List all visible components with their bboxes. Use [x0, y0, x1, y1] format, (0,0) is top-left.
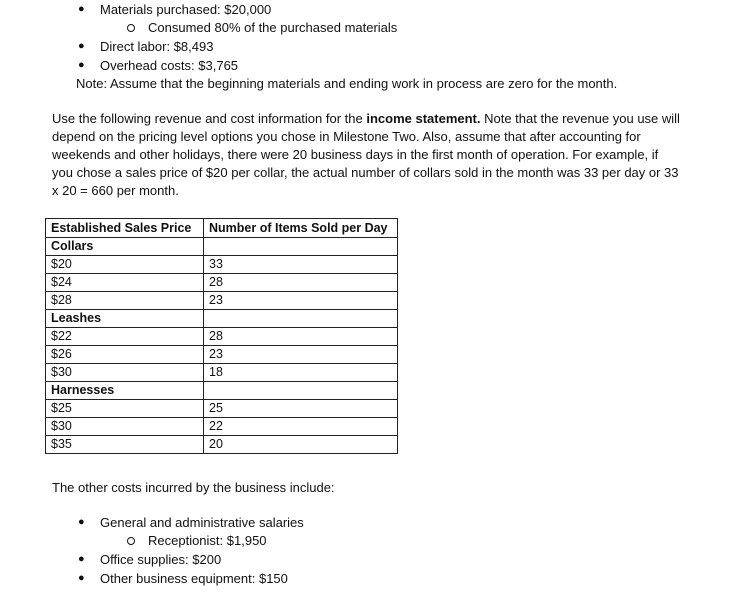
- income-statement-paragraph: [52, 110, 682, 200]
- category-row: [46, 382, 398, 400]
- table-row: [46, 418, 398, 436]
- bullet-icon: ●: [78, 40, 85, 52]
- items-cell: 25: [204, 400, 398, 418]
- price-cell: $26: [46, 346, 204, 364]
- category-row: [46, 238, 398, 256]
- note: Note: Assume that the beginning materials and ending work in process are zero for the month.: [76, 76, 618, 91]
- bullet-icon: ●: [78, 572, 85, 584]
- price-cell: $35: [46, 436, 204, 454]
- price-cell: $20: [46, 256, 204, 274]
- header-items-sold: Number of Items Sold per Day: [204, 219, 398, 238]
- para-text-1: Use the following revenue and cost information for the: [52, 111, 367, 126]
- table-row: [46, 346, 398, 364]
- bullet-icon: ●: [78, 3, 85, 15]
- consumed-materials: Consumed 80% of the purchased materials: [148, 20, 398, 35]
- price-cell: $24: [46, 274, 204, 292]
- table-row: [46, 256, 398, 274]
- sales-price-table: [45, 218, 398, 454]
- category-row: [46, 310, 398, 328]
- overhead-costs: Overhead costs: $3,765: [100, 58, 239, 73]
- admin-salaries: General and administrative salaries: [100, 515, 304, 530]
- header-sales-price: Established Sales Price: [46, 219, 204, 238]
- other-costs-intro: The other costs incurred by the business include:: [52, 480, 335, 495]
- items-cell: 20: [204, 436, 398, 454]
- price-cell: $30: [46, 364, 204, 382]
- sub-bullet-icon: [127, 537, 135, 545]
- table-row: [46, 292, 398, 310]
- items-cell: 33: [204, 256, 398, 274]
- direct-labor: Direct labor: $8,493: [100, 39, 214, 54]
- category-leashes: Leashes: [46, 310, 204, 328]
- price-cell: $28: [46, 292, 204, 310]
- table-row: [46, 400, 398, 418]
- bullet-icon: ●: [78, 59, 85, 71]
- table-row: [46, 436, 398, 454]
- table-header-row: [46, 219, 398, 238]
- table-row: [46, 274, 398, 292]
- bullet-icon: ●: [78, 516, 85, 528]
- sub-bullet-icon: [127, 24, 135, 32]
- bullet-icon: ●: [78, 553, 85, 565]
- table-row: [46, 328, 398, 346]
- office-supplies: Office supplies: $200: [100, 552, 222, 567]
- receptionist: Receptionist: $1,950: [148, 533, 267, 548]
- business-equipment: Other business equipment: $150: [100, 571, 288, 586]
- items-cell: 23: [204, 346, 398, 364]
- price-cell: $25: [46, 400, 204, 418]
- category-collars: Collars: [46, 238, 204, 256]
- items-cell: 18: [204, 364, 398, 382]
- para-text-2: Note that the revenue you use will depend on the pricing level options you chose in Milestone Two. Also, assume that after accounting for weekends and other holidays, there were 20 business days in the first month of operation. For example, if you chose a sales price of $20 per collar, the actual number of collars sold in the month was 33 per day or 33 x 20 = 660 per month.: [52, 111, 680, 198]
- category-harnesses: Harnesses: [46, 382, 204, 400]
- price-cell: $30: [46, 418, 204, 436]
- items-cell: 28: [204, 274, 398, 292]
- items-cell: 23: [204, 292, 398, 310]
- price-cell: $22: [46, 328, 204, 346]
- table-row: [46, 364, 398, 382]
- items-cell: 28: [204, 328, 398, 346]
- para-bold: income statement.: [366, 111, 481, 126]
- materials-purchased: Materials purchased: $20,000: [100, 2, 272, 17]
- items-cell: 22: [204, 418, 398, 436]
